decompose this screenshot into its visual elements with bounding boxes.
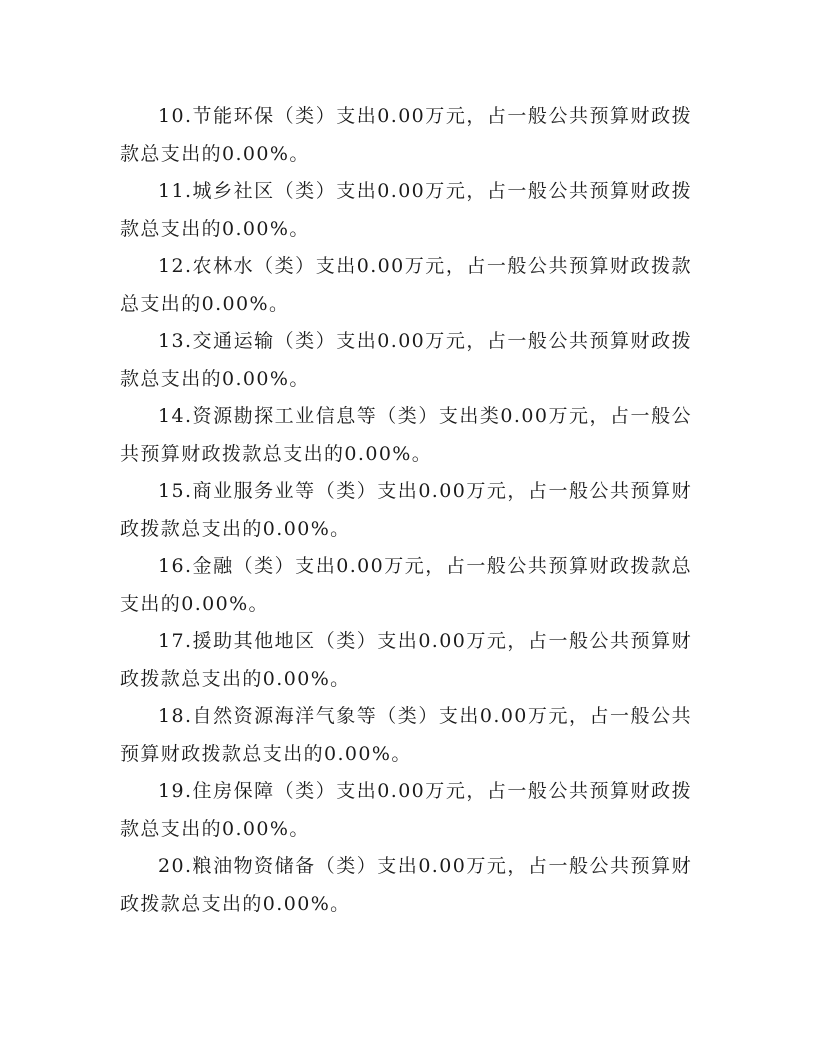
paragraph-item-17: 17.援助其他地区（类）支出0.00万元，占一般公共预算财政拨款总支出的0.00%。 bbox=[120, 630, 692, 690]
document-body bbox=[120, 98, 692, 923]
paragraph-item-10: 10.节能环保（类）支出0.00万元，占一般公共预算财政拨款总支出的0.00%。 bbox=[120, 105, 692, 165]
paragraph-item-14: 14.资源勘探工业信息等（类）支出类0.00万元，占一般公共预算财政拨款总支出的0.00%。 bbox=[120, 405, 692, 465]
paragraph-item-16: 16.金融（类）支出0.00万元，占一般公共预算财政拨款总支出的0.00%。 bbox=[120, 555, 692, 615]
paragraph-item-15: 15.商业服务业等（类）支出0.00万元，占一般公共预算财政拨款总支出的0.00%。 bbox=[120, 480, 692, 540]
paragraph-item-13: 13.交通运输（类）支出0.00万元，占一般公共预算财政拨款总支出的0.00%。 bbox=[120, 330, 692, 390]
paragraph-item-12: 12.农林水（类）支出0.00万元，占一般公共预算财政拨款总支出的0.00%。 bbox=[120, 255, 692, 315]
paragraph-item-20: 20.粮油物资储备（类）支出0.00万元，占一般公共预算财政拨款总支出的0.00%。 bbox=[120, 855, 692, 915]
paragraph-item-11: 11.城乡社区（类）支出0.00万元，占一般公共预算财政拨款总支出的0.00%。 bbox=[120, 180, 692, 240]
paragraph-item-19: 19.住房保障（类）支出0.00万元，占一般公共预算财政拨款总支出的0.00%。 bbox=[120, 780, 692, 840]
paragraph-item-18: 18.自然资源海洋气象等（类）支出0.00万元，占一般公共预算财政拨款总支出的0.00%。 bbox=[120, 705, 692, 765]
